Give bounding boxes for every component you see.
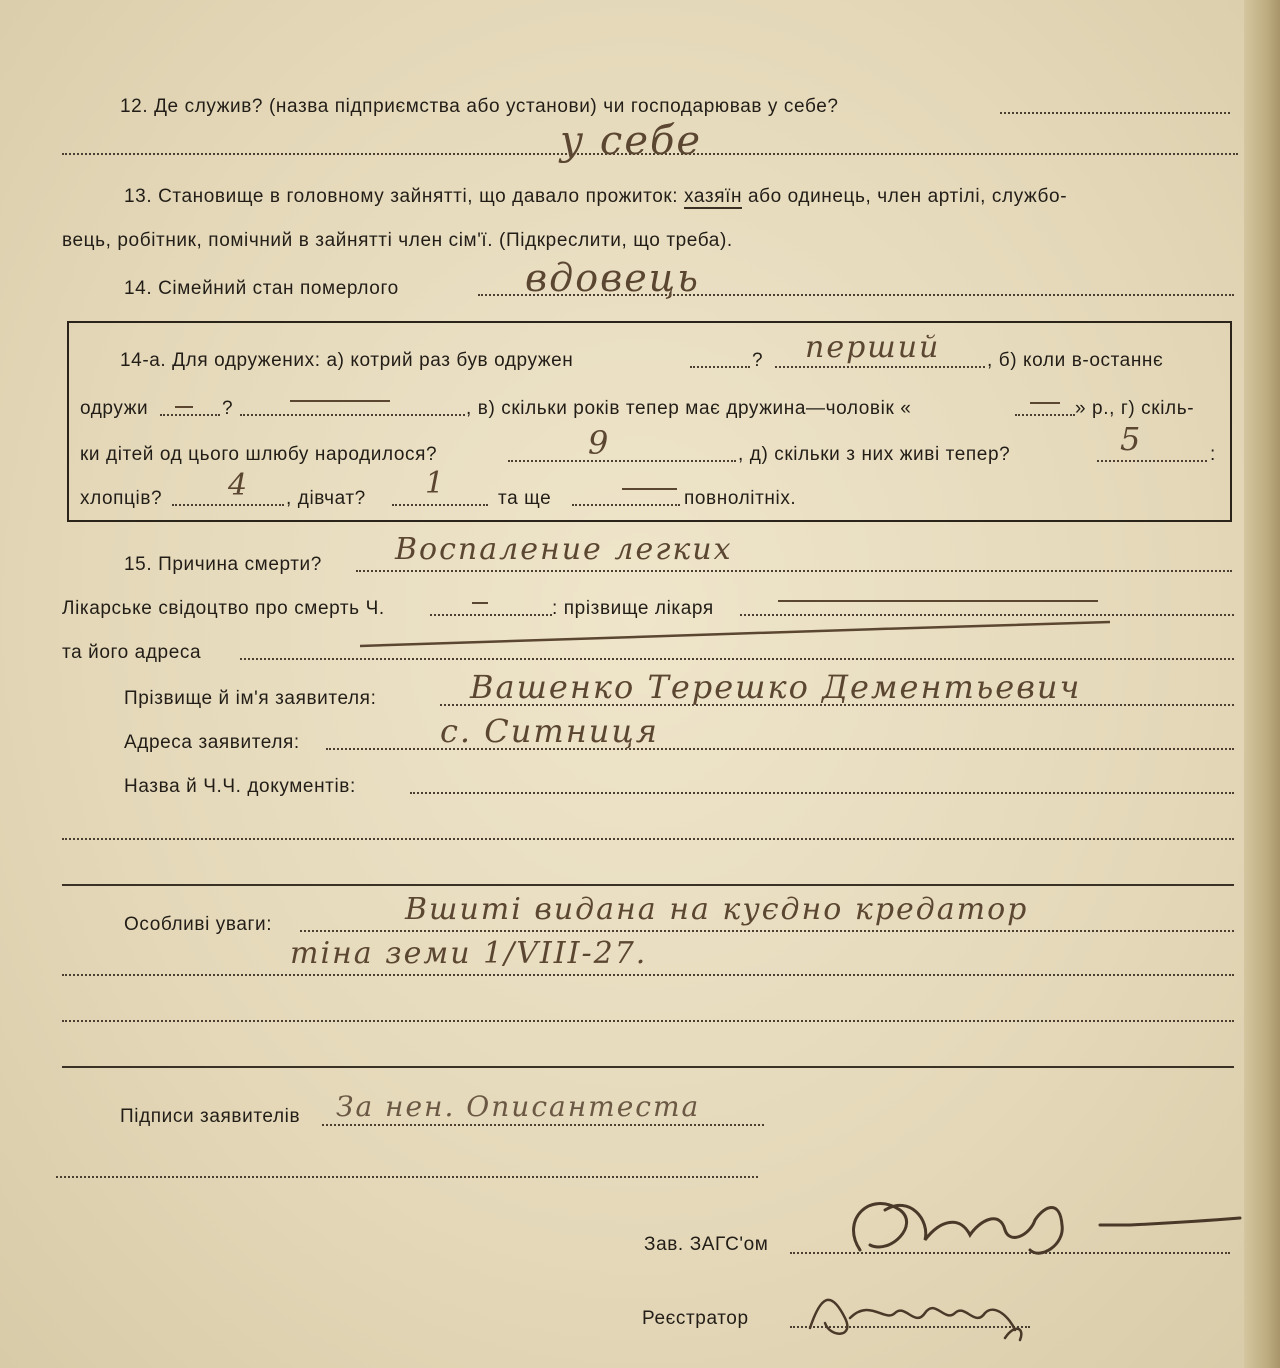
q14a-answer-children: 9 [588,424,611,462]
q14a-dash-married [175,406,193,408]
applicant-docs-dots-2 [62,838,1234,840]
q14a-dots-when [240,414,465,416]
notes-dots-1 [300,930,1234,932]
q14a-times-dots-2 [775,366,985,368]
q13-option-selected: хазяїн [684,186,743,207]
applicant-name-label: Прізвище й ім'я заявителя: [124,688,377,709]
q14a-answer-times: перший [805,330,941,365]
q14a-answer-boys: 4 [228,468,250,503]
notes-label: Особливі уваги: [124,914,273,935]
applicant-addr-value: с. Ситниця [440,712,659,750]
q14a-line2-a: одружи [80,398,149,419]
page-edge-shadow [1244,0,1280,1368]
q15-dotted-line [356,570,1232,572]
notes-dots-2 [62,974,1234,976]
q14a-line3-c: : [1210,444,1216,465]
doctor-addr-dots [240,658,1234,660]
q14a-line3-a: ки дітей од цього шлюбу народилося? [80,444,438,465]
q14a-dash-adults [622,488,677,490]
q14a-line2-q: ? [222,398,234,419]
doctor-addr-dash-stroke [355,618,1115,658]
q13-line1 [124,186,1067,208]
q14a-dash-age [1030,402,1060,404]
q14a-dash-when [290,400,390,402]
q14a-times-dots-1 [690,366,750,368]
q13-line1-label: 13. Становище в головному зайнятті, що давало прожиток: [124,186,679,207]
q14a-line1-b: , б) коли в-останнє [987,350,1164,371]
applicant-signature-value: За нен. Описантеста [336,1090,701,1123]
applicant-docs-dots [410,792,1234,794]
q13-line1-rest: або одинець, член артілі, службо- [747,186,1068,207]
q14-label: 14. Сімейний стан померлого [124,278,399,299]
q14a-dots-alive [1097,460,1207,462]
q14a-dots-boys [172,504,284,506]
doctor-cert-dots [430,614,552,616]
applicant-signature-dots [322,1124,764,1126]
doctor-cert-label: Лікарське свідоцтво про смерть Ч. [62,598,385,619]
notes-divider [62,1066,1234,1068]
q15-answer: Воспаление легких [395,532,733,567]
q14a-answer-girls: 1 [425,466,447,501]
q15-label: 15. Причина смерти? [124,554,322,575]
q14a-dots-girls [392,504,488,506]
q14a-line4-a: хлопців? [80,488,163,509]
q14a-dots-adults [572,504,680,506]
q14a-dots-married [160,414,220,416]
q14a-line4-c: та ще [498,488,552,509]
q13-line2: вець, робітник, помічний в зайнятті член сім'ї. (Підкреслити, що треба). [62,230,733,251]
q14a-dots-children [508,460,736,462]
q14a-line1-a: 14-а. Для одружених: а) котрий раз був одружен [120,350,574,371]
q14a-line4-b: , дівчат? [286,488,366,509]
doctor-name-dash [778,600,1098,602]
q14a-line4-d: повнолітніх. [684,488,797,509]
applicant-signature-dots-2 [56,1176,758,1178]
applicant-signature-label: Підписи заявителів [120,1106,301,1127]
q14a-dots-age [1015,414,1075,416]
notes-line1: Вшиті видана на куєдно кредатор [405,892,1029,927]
registrar-label: Реєстратор [642,1308,749,1329]
section-divider [62,884,1234,886]
registrar-signature [800,1268,1040,1348]
applicant-docs-label: Назва й Ч.Ч. документів: [124,776,356,797]
head-zags-label: Зав. ЗАГС'ом [644,1234,769,1255]
notes-line2: тіна земи 1/VIII-27. [290,936,648,971]
q12-answer: у себе [560,118,703,164]
q14a-answer-alive: 5 [1120,420,1143,458]
q14a-line3-b: , д) скільки з них живі тепер? [738,444,1011,465]
notes-dots-3 [62,1020,1234,1022]
q12-label: 12. Де служив? (назва підприємства або установи) чи господарював у себе? [120,96,839,117]
q14a-line2-c: » р., г) скіль- [1075,398,1195,419]
applicant-addr-label: Адреса заявителя: [124,732,300,753]
head-zags-signature [830,1180,1250,1270]
doctor-name-dots [740,614,1234,616]
doctor-name-label: : прізвище лікаря [552,598,714,619]
doctor-cert-dash [472,602,488,604]
q12-dotted-line [1000,112,1230,114]
q14-answer: вдовець [525,256,700,300]
doctor-addr-label: та його адреса [62,642,202,663]
applicant-name-value: Вашенко Терешко Дементьевич [470,668,1082,706]
q14a-line1-q: ? [752,350,764,371]
q14a-line2-b: , в) скільки років тепер має дружина—чоловік « [466,398,912,419]
